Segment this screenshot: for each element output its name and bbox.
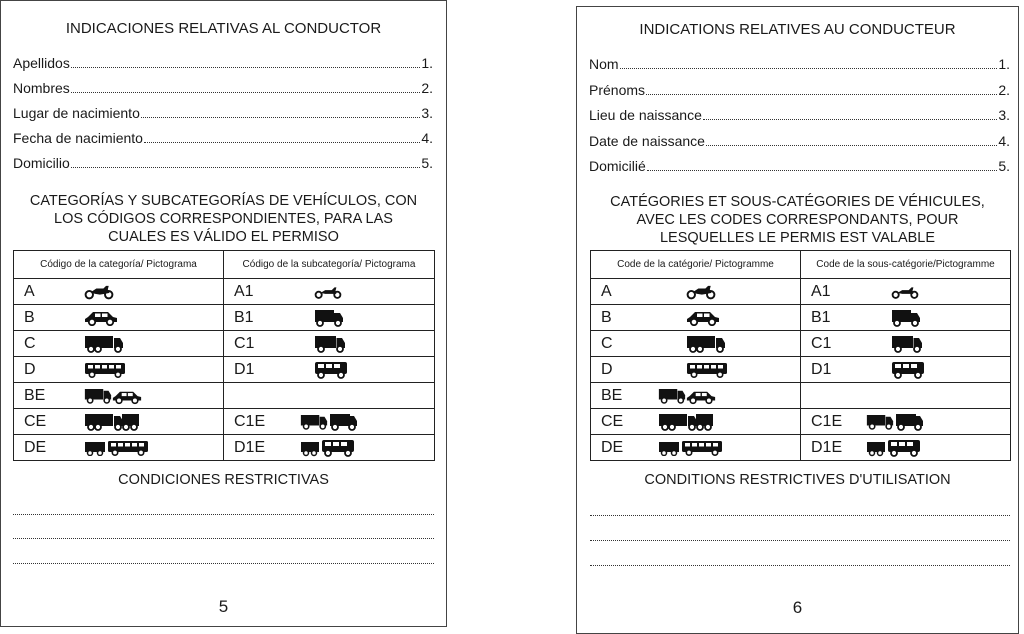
medium-truck-icon — [891, 335, 923, 353]
categories-table — [13, 250, 435, 461]
page-left — [0, 0, 447, 627]
truck-trailer-icon — [84, 413, 140, 431]
bus-trailer-icon — [84, 440, 150, 456]
table-row — [591, 409, 1011, 435]
given-names-field[interactable] — [589, 82, 1010, 98]
subcategory-code: B1 — [811, 308, 831, 326]
category-code: CE — [601, 412, 624, 430]
field-number: 5. — [421, 155, 433, 171]
bus-trailer-icon — [658, 440, 724, 456]
field-label: Date de naissance — [589, 133, 705, 149]
field-label: Lieu de naissance — [589, 107, 702, 123]
category-code: B — [24, 308, 35, 326]
restrictions-line[interactable] — [590, 514, 1010, 516]
motorcycle-icon — [84, 284, 114, 300]
subcategory-code: C1E — [811, 412, 843, 430]
subcategory-code: C1 — [811, 334, 832, 352]
field-number: 5. — [998, 158, 1010, 174]
bus-icon — [84, 362, 126, 378]
field-number: 3. — [421, 105, 433, 121]
bus-icon — [686, 362, 728, 378]
field-number: 2. — [421, 80, 433, 96]
truck-trailer-icon — [658, 413, 714, 431]
field-label: Nombres — [13, 80, 70, 96]
restrictions-title: CONDITIONS RESTRICTIVES D'UTILISATION — [644, 472, 951, 488]
restrictions-line[interactable] — [590, 564, 1010, 566]
truck-icon — [686, 335, 726, 353]
table-row — [14, 435, 435, 461]
table-row — [591, 305, 1011, 331]
restrictions-line[interactable] — [13, 562, 434, 564]
field-label: Lugar de nacimiento — [13, 105, 140, 121]
car-icon — [686, 310, 720, 326]
category-code: BE — [601, 386, 623, 404]
table-row — [14, 357, 435, 383]
birthplace-field[interactable] — [589, 107, 1010, 123]
field-number: 2. — [998, 82, 1010, 98]
restrictions-line[interactable] — [13, 513, 434, 515]
minibus-icon — [891, 361, 925, 379]
table-row — [14, 305, 435, 331]
light-truck-icon — [314, 309, 344, 327]
subcategory-code: D1 — [811, 360, 832, 378]
car-icon — [84, 310, 118, 326]
table-row — [591, 279, 1011, 305]
birthdate-field[interactable] — [589, 133, 1010, 149]
categories-table — [590, 250, 1011, 461]
birthplace-field[interactable] — [13, 105, 433, 121]
category-code: CE — [24, 412, 47, 430]
given-names-field[interactable] — [13, 80, 433, 96]
minibus-trailer-icon — [866, 439, 922, 457]
address-field[interactable] — [589, 158, 1010, 174]
category-code: A — [24, 282, 35, 300]
table-row — [14, 383, 435, 409]
column-header: Código de la categoría/ Pictograma — [14, 251, 224, 279]
table-header-row — [591, 251, 1011, 279]
category-code: BE — [24, 386, 46, 404]
page-right — [576, 6, 1019, 634]
category-code: A — [601, 282, 612, 300]
subcategory-code: C1E — [234, 412, 266, 430]
category-code: C — [601, 334, 613, 352]
birthdate-field[interactable] — [13, 130, 433, 146]
field-label: Apellidos — [13, 55, 70, 71]
table-row — [591, 383, 1011, 409]
light-truck-icon — [891, 309, 921, 327]
column-header: Code de la catégorie/ Pictogramme — [591, 251, 801, 279]
medium-truck-trailer-icon — [866, 413, 924, 431]
address-field[interactable] — [13, 155, 433, 171]
category-code: DE — [601, 438, 624, 456]
table-row — [14, 409, 435, 435]
car-trailer-icon — [84, 387, 142, 405]
surname-field[interactable] — [589, 56, 1010, 72]
field-label: Domicilié — [589, 158, 646, 174]
subcategory-code: D1 — [234, 360, 255, 378]
table-row — [591, 331, 1011, 357]
field-number: 3. — [998, 107, 1010, 123]
categories-title: CATÉGORIES ET SOUS-CATÉGORIES DE VÉHICULES, AVEC LES CODES CORRESPONDANTS, POUR LESQUELLES LE PERMIS EST VALABLE — [610, 194, 985, 246]
category-code: DE — [24, 438, 47, 456]
category-code: B — [601, 308, 612, 326]
field-number: 4. — [998, 133, 1010, 149]
table-header-row — [14, 251, 435, 279]
restrictions-line[interactable] — [590, 539, 1010, 541]
column-header: Code de la sous-catégorie/Pictogramme — [801, 251, 1011, 279]
subcategory-code: D1E — [234, 438, 266, 456]
field-label: Domicilio — [13, 155, 70, 171]
field-number: 4. — [421, 130, 433, 146]
page-title: INDICATIONS RELATIVES AU CONDUCTEUR — [639, 21, 956, 38]
minibus-icon — [314, 361, 348, 379]
column-header: Código de la subcategoría/ Pictograma — [224, 251, 435, 279]
subcategory-code: B1 — [234, 308, 254, 326]
subcategory-code: A1 — [811, 282, 831, 300]
page-number: 6 — [792, 598, 803, 617]
field-number: 1. — [421, 55, 433, 71]
surname-field[interactable] — [13, 55, 433, 71]
subcategory-code: C1 — [234, 334, 255, 352]
restrictions-line[interactable] — [13, 537, 434, 539]
subcategory-code: A1 — [234, 282, 254, 300]
page-number: 5 — [218, 597, 229, 616]
page-title: INDICACIONES RELATIVAS AL CONDUCTOR — [65, 20, 382, 37]
field-number: 1. — [998, 56, 1010, 72]
field-label: Fecha de nacimiento — [13, 130, 143, 146]
light-motorcycle-icon — [891, 285, 919, 299]
category-code: D — [601, 360, 613, 378]
field-label: Prénoms — [589, 82, 646, 98]
truck-icon — [84, 335, 124, 353]
car-trailer-icon — [658, 387, 716, 405]
medium-truck-trailer-icon — [300, 413, 358, 431]
table-row — [14, 331, 435, 357]
table-row — [591, 435, 1011, 461]
field-label: Nom — [589, 56, 619, 72]
light-motorcycle-icon — [314, 285, 342, 299]
category-code: C — [24, 334, 36, 352]
table-row — [14, 279, 435, 305]
table-row — [591, 357, 1011, 383]
category-code: D — [24, 360, 36, 378]
restrictions-title: CONDICIONES RESTRICTIVAS — [118, 472, 329, 488]
subcategory-code: D1E — [811, 438, 843, 456]
minibus-trailer-icon — [300, 439, 356, 457]
motorcycle-icon — [686, 284, 716, 300]
categories-title: CATEGORÍAS Y SUBCATEGORÍAS DE VEHÍCULOS, CON LOS CÓDIGOS CORRESPONDIENTES, PARA LAS CUALES ES VÁLIDO EL PERMISO — [29, 193, 418, 245]
medium-truck-icon — [314, 335, 346, 353]
